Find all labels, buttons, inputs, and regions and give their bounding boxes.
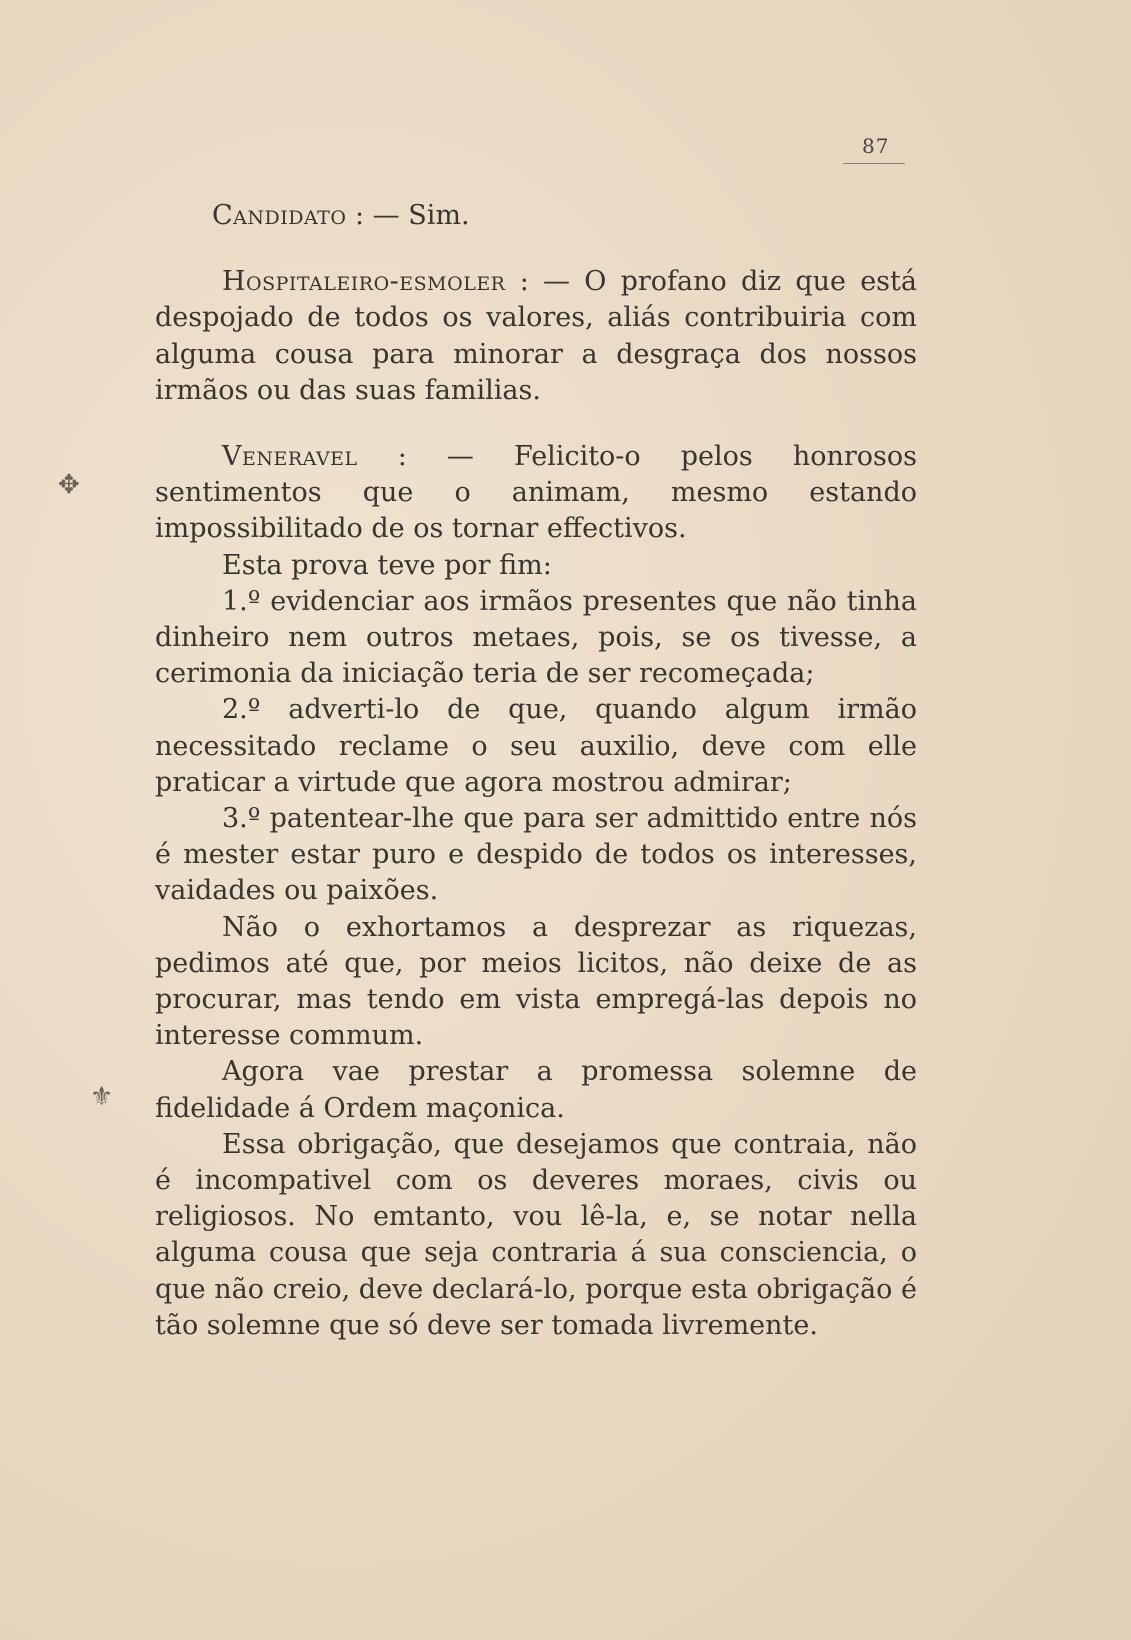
paragraph: Agora vae prestar a promessa solemne de fidelidade á Ordem maçonica.	[155, 1056, 917, 1124]
paragraph: Não o exhortamos a desprezar as riquezas, pedimos até que, por meios licitos, não deixe de as procurar, mas tendo em vista empregá-las depois no interesse commum.	[155, 911, 917, 1052]
speaker-name: Hospitaleiro-esmoler	[222, 266, 506, 298]
speaker-separator: : —	[346, 200, 409, 231]
paragraph: Essa obrigação, que desejamos que contraia, não é incompativel com os deveres moraes, civis ou religiosos. No emtanto, vou lê-la, e, se notar nella alguma cousa que seja contraria á sua consciencia, o que não creio, deve declará-lo, porque esta obrigação é tão solemne que só deve ser tomada livremente.	[155, 1128, 917, 1341]
dialogue-candidato	[155, 198, 917, 234]
paragraph: 2.º adverti-lo de que, quando algum irmão necessitado reclame o seu auxilio, deve com elle praticar a virtude que agora mostrou admirar;	[155, 694, 917, 798]
fleuron-icon: ✥	[58, 470, 80, 500]
dialogue-veneravel	[155, 439, 917, 548]
speech-text: Felicito-o pelos honrosos sentimentos que o animam, mesmo estando impossibilitado de os tornar effectivos.	[155, 441, 917, 545]
dialogue-hospitaleiro	[155, 264, 917, 409]
speaker-name: Candidato	[212, 200, 347, 231]
speech-text: O profano diz que está despojado de todos os valores, aliás contribuiria com alguma cousa para minorar a desgraça dos nossos irmãos ou das suas familias.	[155, 266, 917, 406]
paragraph: Esta prova teve por fim:	[222, 549, 552, 581]
page-number: 87	[862, 134, 890, 158]
speech-text: Sim.	[408, 200, 470, 231]
page-number-rule	[843, 163, 905, 164]
speaker-name: Veneravel	[222, 441, 358, 473]
fleuron-icon: ⚜	[90, 1082, 114, 1112]
paragraph: 3.º patentear-lhe que para ser admittido entre nós é mester estar puro e despido de todos os interesses, vaidades ou paixões.	[155, 803, 917, 907]
paragraph: 1.º evidenciar aos irmãos presentes que não tinha dinheiro nem outros metaes, pois, se os tivesse, a cerimonia da iniciação teria de ser recomeçada;	[155, 585, 917, 690]
speaker-separator: : —	[505, 266, 585, 298]
speaker-separator: : —	[357, 441, 514, 473]
body-text	[155, 198, 917, 1344]
